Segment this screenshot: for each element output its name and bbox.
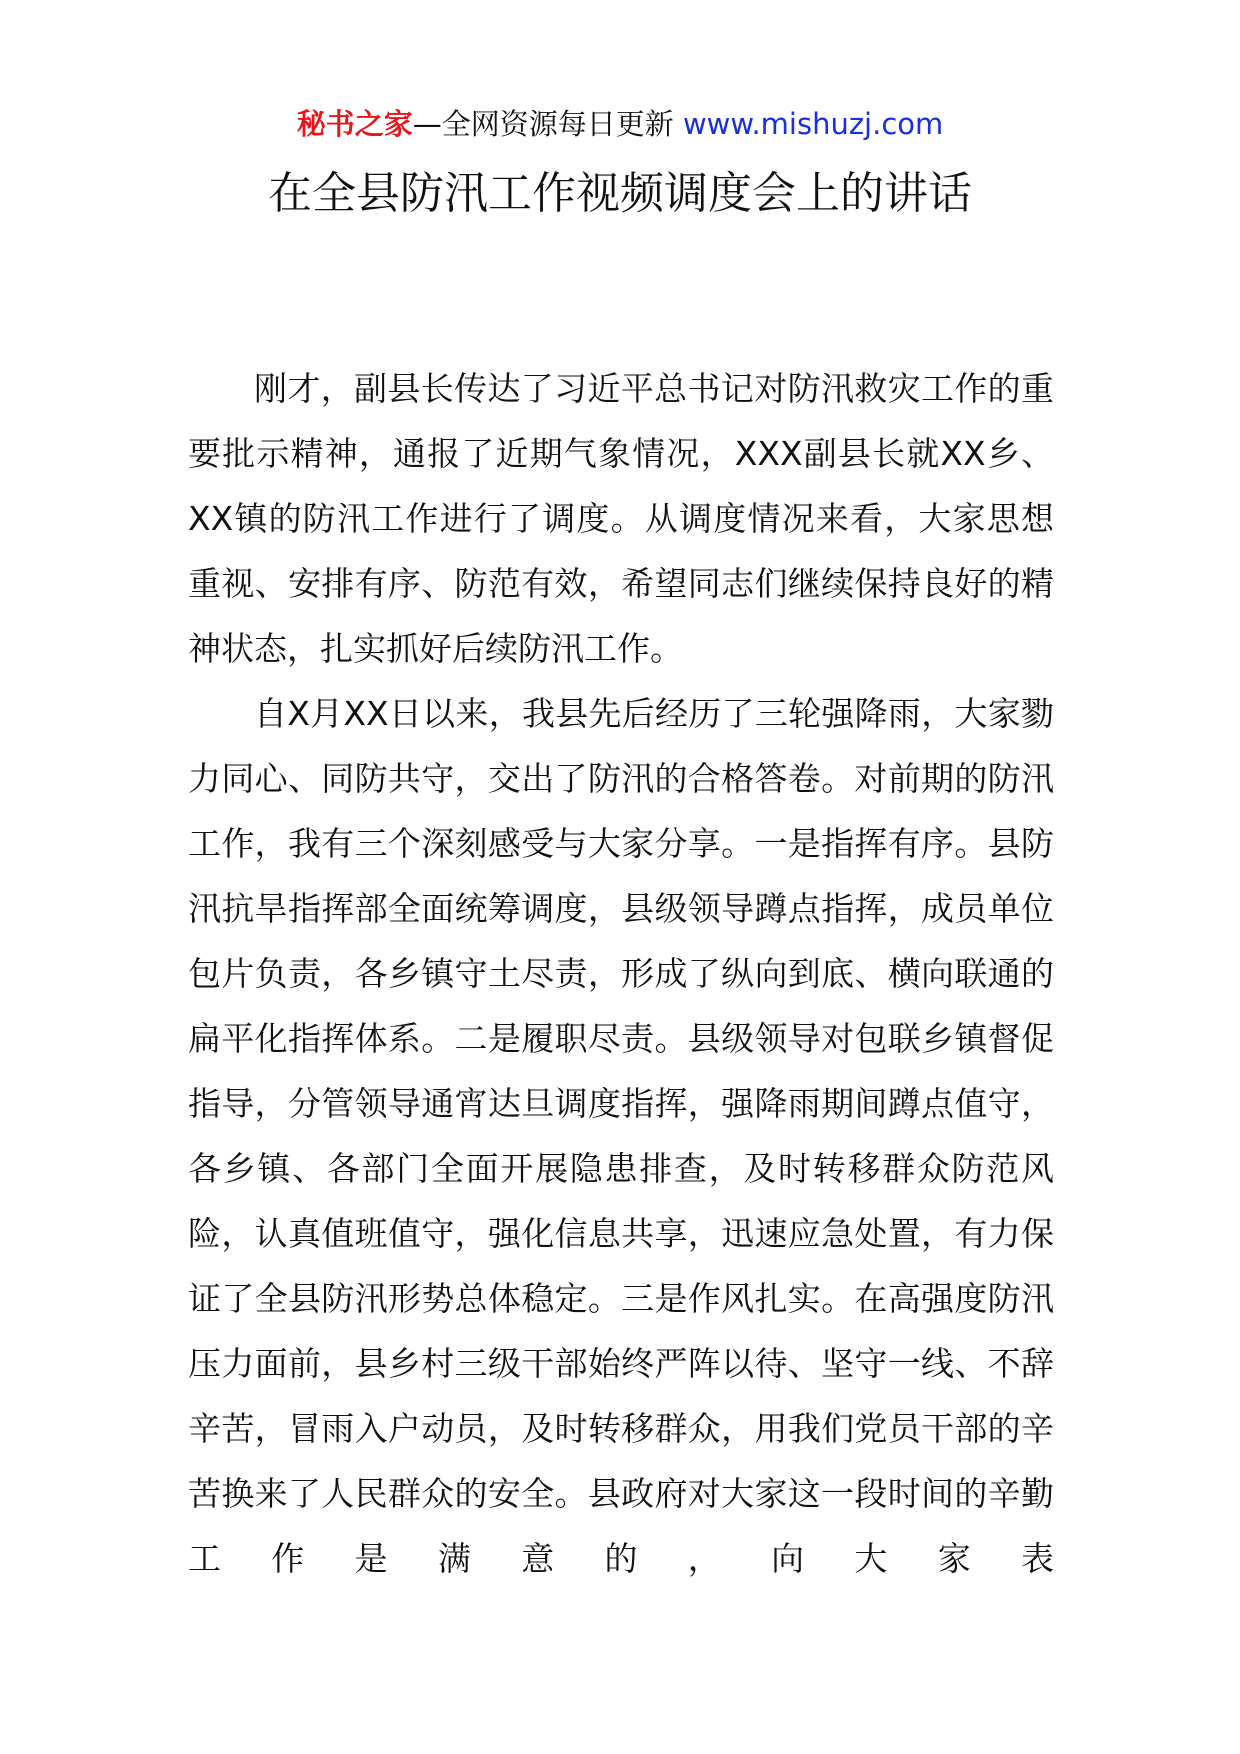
- paragraph-2: 自X月XX日以来，我县先后经历了三轮强降雨，大家勠力同心、同防共守，交出了防汛的合格答卷。对前期的防汛工作，我有三个深刻感受与大家分享。一是指挥有序。县防汛抗旱指挥部全面统筹调度，县级领导蹲点指挥，成员单位包片负责，各乡镇守土尽责，形成了纵向到底、横向联通的扁平化指挥体系。二是履职尽责。县级领导对包联乡镇督促指导，分管领导通宵达旦调度指挥，强降雨期间蹲点值守，各乡镇、各部门全面开展隐患排查，及时转移群众防范风险，认真值班值守，强化信息共享，迅速应急处置，有力保证了全县防汛形势总体稳定。三是作风扎实。在高强度防汛压力面前，县乡村三级干部始终严阵以待、坚守一线、不辞辛苦，冒雨入户动员，及时转移群众，用我们党员干部的辛苦换来了人民群众的安全。县政府对大家这一段时间的辛勤工作是满意的，向大家表: [188, 694, 1054, 1578]
- site-tagline: —全网资源每日更新: [412, 107, 683, 141]
- site-header: [0, 104, 1240, 144]
- paragraph-1: 刚才，副县长传达了习近平总书记对防汛救灾工作的重要批示精神，通报了近期气象情况，XXX副县长就XX乡、XX镇的防汛工作进行了调度。从调度情况来看，大家思想重视、安排有序、防范有效，希望同志们继续保持良好的精神状态，扎实抓好后续防汛工作。: [188, 369, 1054, 668]
- document-title: 在全县防汛工作视频调度会上的讲话: [268, 168, 972, 219]
- site-brand: 秘书之家: [296, 107, 413, 141]
- document-body: [188, 356, 1054, 1591]
- site-url-link[interactable]: www.mishuzj.com: [682, 107, 944, 141]
